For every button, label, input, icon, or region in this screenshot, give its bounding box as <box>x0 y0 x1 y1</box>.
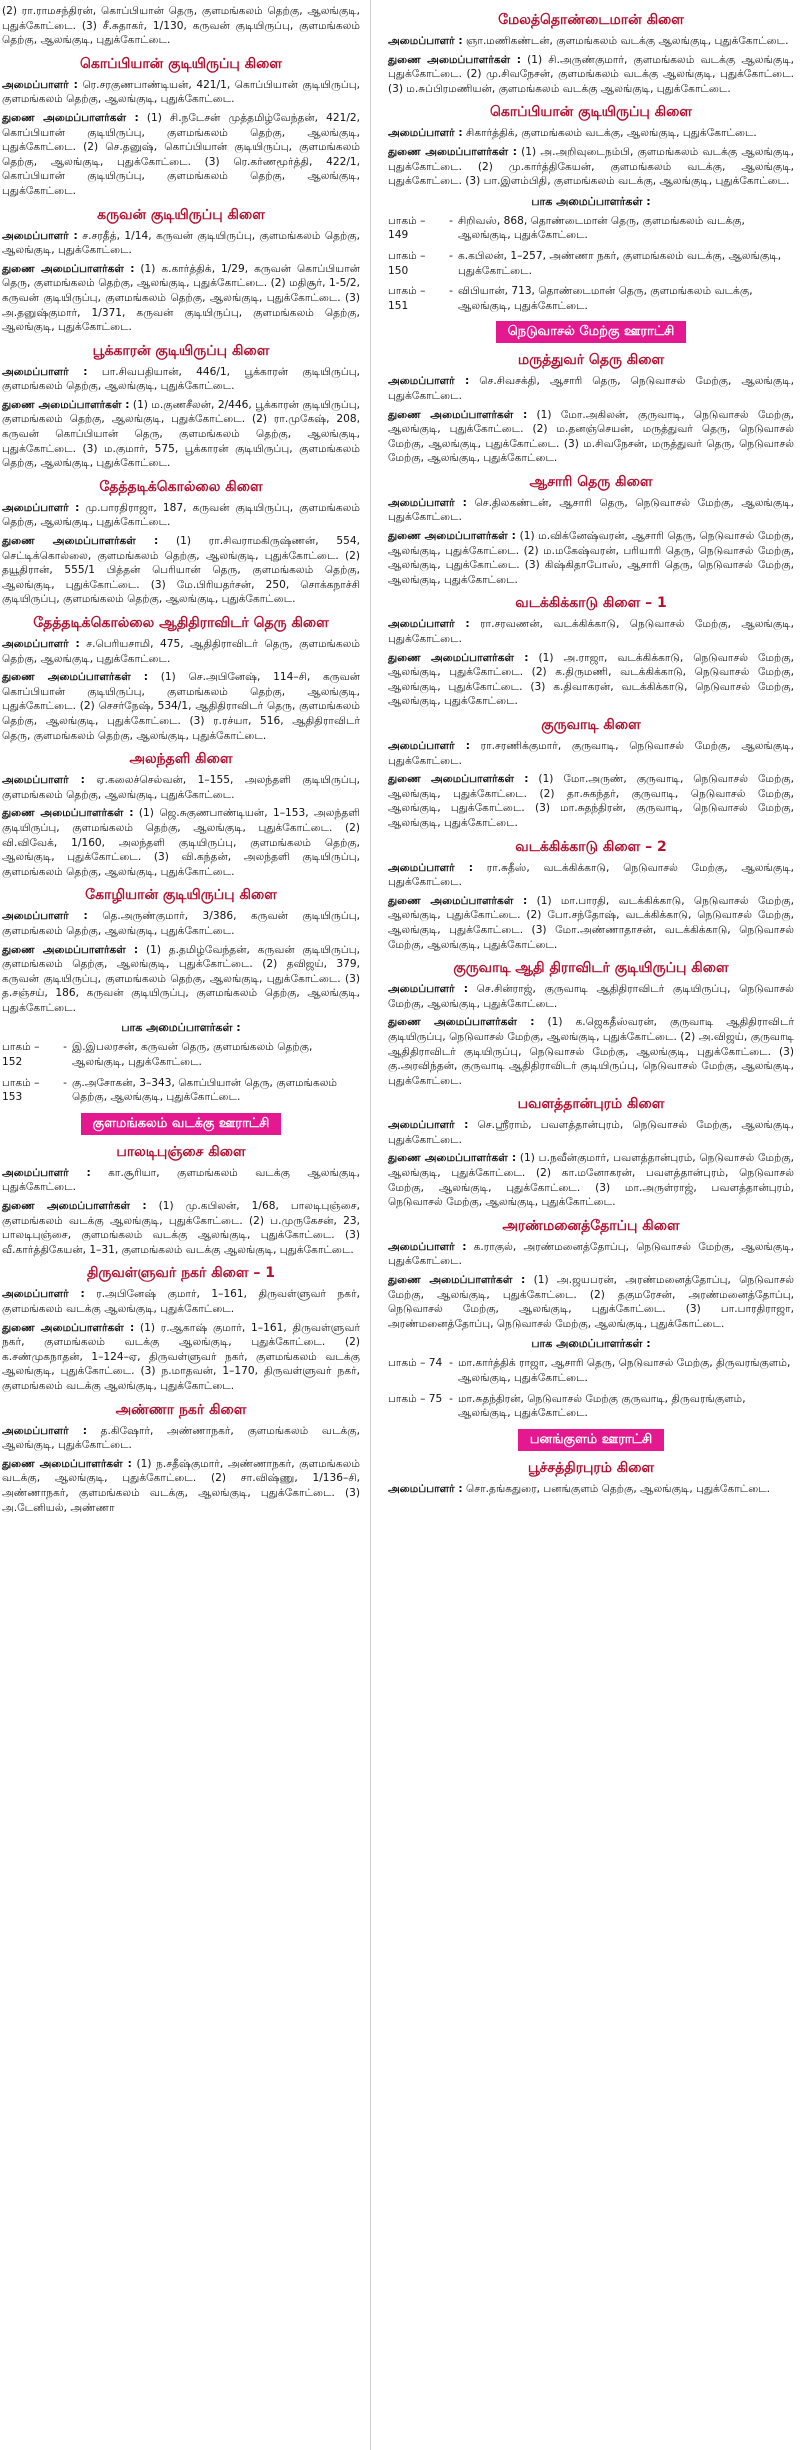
left-column <box>0 0 364 2450</box>
organiser-entry <box>2 806 360 879</box>
organiser-entry <box>2 534 360 607</box>
entry-text: க.ராகுல், அரண்மனைத்தோப்பு, நெடுவாசல் மேற்கு, ஆலங்குடி, புதுக்கோட்டை. <box>388 1240 794 1268</box>
role-label: அமைப்பாளர் : <box>2 78 78 91</box>
booth-separator: - <box>449 1392 453 1405</box>
role-label: அமைப்பாளர் : <box>2 910 88 923</box>
role-label: துணை அமைப்பாளர்கள் : <box>2 262 135 275</box>
role-label: துணை அமைப்பாளர்கள் : <box>2 807 134 820</box>
role-label: துணை அமைப்பாளர்கள் : <box>2 943 139 956</box>
entry-text: (1) க.ஜெகதீஸ்வரன், குருவாடி ஆதிதிராவிடர் குடியிருப்பு, நெடுவாசல் மேற்கு, ஆலங்குடி, புதுக்கோட்டை. (2) அ.விஜய், குருவாடி ஆதிதிராவிடர் குடியிருப்பு, நெடுவாசல் மேற்கு, ஆலங்குடி, புதுக்கோட்டை. (3) கு.அரவிந்தன், குருவாடி ஆதிதிராவிடர் குடியிருப்பு, நெடுவாசல் மேற்கு, ஆலங்குடி, புதுக்கோட்டை. <box>388 1016 794 1087</box>
organiser-entry <box>388 894 794 952</box>
organiser-entry <box>2 1424 360 1453</box>
entry-text: (1) அ.ஜயபரன், அரண்மனைத்தோப்பு, நெடுவாசல் மேற்கு, ஆலங்குடி, புதுக்கோட்டை. (2) தகுமரேசன், அரண்மனைத்தோப்பு, நெடுவாசல் மேற்கு, ஆலங்குடி, புதுக்கோட்டை. (3) பா.பாரதிராஜா, அரண்மனைத்தோப்பு, நெடுவாசல் மேற்கு, ஆலங்குடி, புதுக்கோட்டை. <box>388 1274 795 1330</box>
organiser-entry <box>388 861 794 890</box>
organiser-entry <box>388 529 794 587</box>
entry-text: ஏ.கலைச்செல்வன், 1–155, அலந்தளி குடியிருப்பு, குளமங்கலம் தெற்கு, ஆலங்குடி, புதுக்கோட்டை. <box>2 774 360 801</box>
organiser-entry <box>388 34 794 49</box>
entry-text: மு.பாரதிராஜா, 187, கருவன் குடியிருப்பு, குளமங்கலம் தெற்கு, ஆலங்குடி, புதுக்கோட்டை. <box>2 501 360 529</box>
entry-text: (1) சி.அருண்குமார், குளமங்கலம் வடக்கு ஆலங்குடி, புதுக்கோட்டை. (2) மு.சிவநேசன், குளமங்கலம் வடக்கு ஆலங்குடி, புதுக்கோட்டை. (3) ம.சுப்பிரமணியன், குளமங்கலம் வடக்கு ஆலங்குடி, புதுக்கோட்டை. <box>388 53 794 95</box>
entry-text: சிகார்த்திக், குளமங்கலம் வடக்கு, ஆலங்குடி, புதுக்கோட்டை. <box>462 127 757 140</box>
role-label: துணை அமைப்பாளர்கள் : <box>388 408 528 421</box>
entry-text: த.கிஷோர், அண்ணாநகர், குளமங்கலம் வடக்கு, ஆலங்குடி, புதுக்கோட்டை. <box>2 1424 360 1452</box>
organiser-entry <box>2 262 360 335</box>
booth-entry <box>388 284 794 313</box>
booth-separator: - <box>449 285 453 298</box>
organiser-entry <box>388 374 794 403</box>
entry-text: ரா.சுதீஸ், வடக்கிக்காடு, நெடுவாசல் மேற்கு, ஆலங்குடி, புதுக்கோட்டை. <box>388 861 794 889</box>
entry-text: (1) ரா.சிவராமகிருஷ்ணன், 554, செட்டிக்கொல்லை, குளமங்கலம் தெற்கு, ஆலங்குடி, புதுக்கோட்டை. (2) தயூதிரான், 555/1 பித்தன் பெரியான் தெரு, குளமங்கலம் தெற்கு, ஆலங்குடி, புதுக்கோட்டை. (3) மே.பிரியதர்சன், 250, சொக்கநாச்சி குடியிருப்பு, குளமங்கலம் தெற்கு, ஆலங்குடி, புதுக்கோட்டை. <box>2 535 361 606</box>
entry-text: (1) ஜெ.சுகுணபாண்டியன், 1–153, அலந்தளி குடியிருப்பு, குளமங்கலம் தெற்கு, ஆலங்குடி, புதுக்கோட்டை. (2) வி.விவேக், 1/160, அலந்தளி குடியிருப்பு, குளமங்கலம் தெற்கு, ஆலங்குடி, புதுக்கோட்டை. (3) வி.கந்தன், அலந்தளி குடியிருப்பு, குளமங்கலம் தெற்கு, ஆலங்குடி, புதுக்கோட்டை. <box>2 807 360 878</box>
role-label: துணை அமைப்பாளர்கள் : <box>388 530 516 543</box>
entry-text: (2) ரா.ராமசந்திரன், கொப்பியான் தெரு, குளமங்கலம் தெற்கு, ஆலங்குடி, புதுக்கோட்டை. (3) சீ.சுதாகர், 1/130, கருவன் குடியிருப்பு, குளமங்கலம் தெற்கு, ஆலங்குடி, புதுக்கோட்டை. <box>2 5 360 47</box>
role-label: துணை அமைப்பாளர்கள் : <box>388 145 517 158</box>
entry-text: (1) ப.நவீன்குமார், பவளத்தான்புரம், நெடுவாசல் மேற்கு, ஆலங்குடி, புதுக்கோட்டை. (2) கா.மனோகரன், பவளத்தான்புரம், நெடுவாசல் மேற்கு, ஆலங்குடி, புதுக்கோட்டை. (3) மா.அருள்ராஜ், பவளத்தான்புரம், நெடுவாசல் மேற்கு, ஆலங்குடி, புதுக்கோட்டை. <box>388 1152 794 1209</box>
role-label: அமைப்பாளர் : <box>388 740 470 752</box>
organiser-entry <box>388 1240 794 1269</box>
role-label: அமைப்பாளர் : <box>388 1482 463 1495</box>
booth-organiser: கு.அசோகன், 3–343, கொப்பியான் தெரு, குளமங்கலம் தெற்கு, ஆலங்குடி, புதுக்கோட்டை. <box>72 1076 338 1104</box>
entry-text: (1) ம.விக்னேஷ்வரன், ஆசாரி தெரு, நெடுவாசல் மேற்கு, ஆலங்குடி, புதுக்கோட்டை. (2) ம.மகேஷ்வரன், பரியாரி தெரு, நெடுவாசல் மேற்கு, ஆலங்குடி, புதுக்கோட்டை. (3) கிஷ்கிதாபோஸ், ஆசாரி தெரு, நெடுவாசல் மேற்கு, ஆலங்குடி, புதுக்கோட்டை. <box>388 530 794 586</box>
entry-text: (1) அ.ராஜா, வடக்கிக்காடு, நெடுவாசல் மேற்கு, ஆலங்குடி, புதுக்கோட்டை. (2) க.திருமணி, வடக்கிக்காடு, நெடுவாசல் மேற்கு, ஆலங்குடி, புதுக்கோட்டை. (3) க.திவாகரன், வடக்கிக்காடு, நெடுவாசல் மேற்கு, ஆலங்குடி, புதுக்கோட்டை. <box>388 651 794 708</box>
organiser-entry <box>2 1199 360 1257</box>
branch-heading: பாலடிபுஞ்சை கிளை <box>116 1143 246 1160</box>
entry-text: (1) அ.அறிவுடைநம்பி, குளமங்கலம் வடக்கு ஆலங்குடி, புதுக்கோட்டை. (2) மு.கார்த்திகேயன், குளமங்கலம் வடக்கு, ஆலங்குடி, புதுக்கோட்டை. (3) பா.இளம்பிதி, குளமங்கலம் வடக்கு, ஆலங்குடி, புதுக்கோட்டை. <box>388 145 794 188</box>
role-label: அமைப்பாளர் : <box>388 375 470 388</box>
booth-number: பாகம் – 152 <box>2 1041 40 1069</box>
entry-text: ச.பெரியசாமி, 475, ஆதிதிராவிடர் தெரு, குளமங்கலம் தெற்கு, ஆலங்குடி, புதுக்கோட்டை. <box>2 638 360 665</box>
role-label: அமைப்பாளர் : <box>388 1119 469 1132</box>
entry-text: சொ.தங்கதுரை, பனங்குளம் தெற்கு, ஆலங்குடி, புதுக்கோட்டை. <box>462 1482 771 1495</box>
entry-text: (1) மோ.அருண், குருவாடி, நெடுவாசல் மேற்கு, ஆலங்குடி, புதுக்கோட்டை. (2) தா.சுகந்தர், குருவாடி, நெடுவாசல் மேற்கு, ஆலங்குடி, புதுக்கோட்டை. (3) மா.சுதந்திரன், குருவாடி, நெடுவாசல் மேற்கு, ஆலங்குடி, புதுக்கோட்டை. <box>388 773 795 829</box>
booth-organiser: மா.கார்த்திக் ராஜா, ஆசாரி தெரு, நெடுவாசல் மேற்கு, திருவரங்குளம், ஆலங்குடி, புதுக்கோட்டை. <box>458 1357 791 1384</box>
entry-text: (1) த.தமிழ்வேந்தன், கருவன் குடியிருப்பு, குளமங்கலம் தெற்கு, ஆலங்குடி, புதுக்கோட்டை. (2) தவிஜய், 379, கருவன் குடியிருப்பு, குளமங்கலம் தெற்கு, ஆலங்குடி, புதுக்கோட்டை. (3) த.சஞ்சய், 186, கருவன் குடியிருப்பு, குளமங்கலம் தெற்கு, ஆலங்குடி, புதுக்கோட்டை. <box>2 943 360 1014</box>
booth-separator: - <box>449 1357 453 1370</box>
booth-number: பாகம் – 153 <box>2 1076 40 1104</box>
booth-entry <box>388 249 794 278</box>
entry-text: தெ.அருண்குமார், 3/386, கருவன் குடியிருப்பு, குளமங்கலம் தெற்கு, ஆலங்குடி, புதுக்கோட்டை. <box>2 910 360 937</box>
organiser-entry <box>388 1273 794 1331</box>
branch-heading: குருவாடி ஆதி திராவிடர் குடியிருப்பு கிளை <box>453 960 729 977</box>
entry-text: பா.சிவபதியான், 446/1, பூக்காரன் குடியிருப்பு, குளமங்கலம் தெற்கு, ஆலங்குடி, புதுக்கோட்டை. <box>2 365 360 393</box>
organiser-entry <box>388 1118 794 1147</box>
branch-heading: குருவாடி கிளை <box>541 717 641 733</box>
branch-heading: கோழியான் குடியிருப்பு கிளை <box>85 887 277 904</box>
role-label: துணை அமைப்பாளர்கள் : <box>2 398 130 411</box>
booth-number: பாகம் – 150 <box>388 249 426 277</box>
branch-heading: தேத்தடிக்கொல்லை ஆதிதிராவிடர் தெரு கிளை <box>33 615 329 631</box>
organiser-entry <box>2 398 360 471</box>
role-label: துணை அமைப்பாளர்கள் : <box>2 1321 135 1334</box>
organiser-entry <box>388 651 794 709</box>
booth-entry <box>2 1040 360 1069</box>
role-label: துணை அமைப்பாளர்கள் : <box>2 535 159 548</box>
organiser-entry <box>388 145 794 189</box>
entry-text: (1) க.கார்த்திக், 1/29, கருவன் கொப்பியான் தெரு, குளமங்கலம் தெற்கு, ஆலங்குடி, புதுக்கோட்டை. (2) மதிசூர், 1-5/2, கருவன் குடியிருப்பு, குளமங்கலம் தெற்கு, ஆலங்குடி, புதுக்கோட்டை. (3) அ.தனுஷ்குமார், 1/371, கருவன் குடியிருப்பு, குளமங்கலம் தெற்கு, ஆலங்குடி, புதுக்கோட்டை. <box>2 262 360 334</box>
organiser-entry <box>388 126 794 141</box>
organiser-entry <box>2 365 360 394</box>
entry-text: (1) ர.ஆகாஷ் குமார், 1–161, திருவள்ளுவர் நகர், குளமங்கலம் வடக்கு ஆலங்குடி, புதுக்கோட்டை. (2) க.சண்முகநாதன், 1–124–ஏ, திருவள்ளுவர் நகர், குளமங்கலம் வடக்கு ஆலங்குடி, புதுக்கோட்டை. (3) ந.மாதவன், 1–170, திருவள்ளுவர் நகர், குளமங்கலம் வடக்கு ஆலங்குடி, புதுக்கோட்டை. <box>2 1321 361 1392</box>
branch-heading: பூச்சத்திரபுரம் கிளை <box>527 1459 655 1476</box>
role-label: துணை அமைப்பாளர்கள் : <box>2 111 139 124</box>
organiser-entry <box>2 1457 360 1515</box>
booth-organiser: சிறிவஸ், 868, தொண்டைமான் தெரு, குளமங்கலம் வடக்கு, ஆலங்குடி, புதுக்கோட்டை. <box>458 214 745 242</box>
role-label: துணை அமைப்பாளர்கள் : <box>388 651 529 664</box>
booth-organiser: க.கபிலன், 1–257, அண்ணா நகர், குளமங்கலம் வடக்கு, ஆலங்குடி, புதுக்கோட்டை. <box>458 249 782 277</box>
booth-entry <box>2 1076 360 1105</box>
right-column <box>378 0 798 2450</box>
role-label: அமைப்பாளர் : <box>2 638 80 650</box>
branch-heading: கொப்பியான் குடியிருப்பு கிளை <box>79 55 283 72</box>
organiser-entry <box>388 982 794 1011</box>
branch-heading: அலந்தளி கிளை <box>129 751 233 768</box>
organiser-entry <box>388 408 794 466</box>
entry-text: ஞா.மணிகண்டன், குளமங்கலம் வடக்கு ஆலங்குடி, புதுக்கோட்டை. <box>462 35 789 47</box>
booth-number: பாகம் – 149 <box>388 214 426 242</box>
role-label: அமைப்பாளர் : <box>2 1166 91 1179</box>
branch-heading: பூக்காரன் குடியிருப்பு கிளை <box>92 342 270 359</box>
entry-text: (1) ம.குணசீலன், 2/446, பூக்காரன் குடியிருப்பு, குளமங்கலம் தெற்கு, ஆலங்குடி, புதுக்கோட்டை. (2) ரா.முகேஷ், 208, கருவன் கொப்பியான் தெரு, குளமங்கலம் தெற்கு, ஆலங்குடி, புதுக்கோட்டை. (3) ம.குமார், 575, பூக்காரன் குடியிருப்பு, குளமங்கலம் தெற்கு, ஆலங்குடி, புதுக்கோட்டை. <box>2 398 361 470</box>
organiser-entry <box>388 1482 794 1497</box>
booth-separator: - <box>63 1076 67 1089</box>
branch-heading: வடக்கிக்காடு கிளை – 1 <box>515 595 667 612</box>
organiser-entry <box>388 53 794 97</box>
entry-text: ர.அபினேஷ் குமார், 1–161, திருவள்ளுவர் நகர், குளமங்கலம் வடக்கு ஆலங்குடி, புதுக்கோட்டை. <box>2 1288 360 1315</box>
role-label: அமைப்பாளர் : <box>388 496 467 509</box>
organiser-entry <box>2 637 360 666</box>
organiser-entry <box>2 773 360 802</box>
entry-text: ரா.சரணிக்குமார், குருவாடி, நெடுவாசல் மேற்கு, ஆலங்குடி, புதுக்கோட்டை. <box>388 740 794 767</box>
role-label: அமைப்பாளர் : <box>2 1288 85 1301</box>
entry-text: செ.திலகண்டன், ஆசாரி தெரு, நெடுவாசல் மேற்கு, ஆலங்குடி, புதுக்கோட்டை. <box>388 496 794 524</box>
booth-organisers-heading: பாக அமைப்பாளர்கள் : <box>531 1337 651 1351</box>
organiser-entry <box>2 1321 360 1394</box>
entry-text: செ.சின்ராஜ், குருவாடி ஆதிதிராவிடர் குடியிருப்பு, நெடுவாசல் மேற்கு, ஆலங்குடி, புதுக்கோட்டை. <box>388 983 794 1010</box>
entry-text: (1) ந.சதீஷ்குமார், அண்ணாநகர், குளமங்கலம் வடக்கு, ஆலங்குடி, புதுக்கோட்டை. (2) சா.விஷ்ணு, 1/136–சி, அண்ணாநகர், குளமங்கலம் வடக்கு, ஆலங்குடி, புதுக்கோட்டை. (3) அ.டேனியல், அண்ணா <box>2 1457 360 1514</box>
organiser-entry <box>2 229 360 258</box>
organiser-entry <box>388 1015 794 1088</box>
entry-text: செ.சிவசக்தி, ஆசாரி தெரு, நெடுவாசல் மேற்கு, ஆலங்குடி, புதுக்கோட்டை. <box>388 375 794 402</box>
role-label: துணை அமைப்பாளர்கள் : <box>388 1274 526 1287</box>
booth-number: பாகம் – 74 <box>388 1357 443 1370</box>
entry-text: (1) மு.கபிலன், 1/68, பாலடிபுஞ்சை, குளமங்கலம் வடக்கு ஆலங்குடி, புதுக்கோட்டை. (2) ப.முருகேசன், 23, பாலடிபுஞ்சை, குளமங்கலம் வடக்கு ஆலங்குடி, புதுக்கோட்டை. (3) வீ.கார்த்திகேயன், 1–31, குளமங்கலம் வடக்கு ஆலங்குடி, புதுக்கோட்டை. <box>2 1200 360 1256</box>
organiser-entry <box>2 501 360 530</box>
booth-entry <box>388 1356 794 1385</box>
role-label: அமைப்பாளர் : <box>388 618 470 631</box>
role-label: துணை அமைப்பாளர்கள் : <box>2 1200 147 1213</box>
branch-heading: மருத்துவர் தெரு கிளை <box>517 352 665 369</box>
booth-organiser: இ.இபலரசன், கருவன் தெரு, குளமங்கலம் தெற்கு, ஆலங்குடி, புதுக்கோட்டை. <box>72 1041 313 1069</box>
organiser-entry <box>2 1287 360 1316</box>
column-divider <box>370 0 371 2450</box>
organiser-entry <box>388 772 794 830</box>
branch-heading: அரண்மனைத்தோப்பு கிளை <box>502 1217 680 1234</box>
organiser-entry <box>388 739 794 768</box>
booth-number: பாகம் – 75 <box>388 1392 443 1405</box>
organiser-entry <box>2 78 360 107</box>
panchayat-banner: நெடுவாசல் மேற்கு ஊராட்சி <box>496 321 687 343</box>
entry-text: ரெ.சரகுணபாண்டியன், 421/1, கொப்பியான் குடியிருப்பு, குளமங்கலம் தெற்கு, ஆலங்குடி, புதுக்கோட்டை. <box>2 78 360 106</box>
booth-separator: - <box>63 1041 67 1054</box>
organiser-entry <box>2 670 360 743</box>
role-label: துணை அமைப்பாளர்கள் : <box>388 1016 535 1029</box>
organiser-entry <box>2 1166 360 1195</box>
organiser-entry <box>2 943 360 1016</box>
role-label: அமைப்பாளர் : <box>388 127 463 140</box>
branch-heading: பவளத்தான்புரம் கிளை <box>517 1096 665 1113</box>
booth-organiser: விபியான், 713, தொண்டைமான் தெரு, குளமங்கலம் வடக்கு, ஆலங்குடி, புதுக்கோட்டை. <box>458 285 753 312</box>
organiser-entry <box>388 1151 794 1209</box>
entry-text: (1) மோ.அகிலன், குருவாடி, நெடுவாசல் மேற்கு, ஆலங்குடி, புதுக்கோட்டை. (2) ம.தனஞ்செயன், மருத்துவர் தெரு, நெடுவாசல் மேற்கு, ஆலங்குடி, புதுக்கோட்டை. (3) ம.சிவநேசன், மருத்துவர் தெரு, நெடுவாசல் மேற்கு, ஆலங்குடி, புதுக்கோட்டை. <box>388 408 794 465</box>
role-label: அமைப்பாளர் : <box>2 365 88 378</box>
entry-text: செ.ஸ்ரீராம், பவளத்தான்புரம், நெடுவாசல் மேற்கு, ஆலங்குடி, புதுக்கோட்டை. <box>388 1119 794 1146</box>
booth-organisers-heading: பாக அமைப்பாளர்கள் : <box>531 194 651 208</box>
entry-text: (1) சி.நடேசன் முத்தமிழ்வேந்தன், 421/2, கொப்பியான் குடியிருப்பு, குளமங்கலம் தெற்கு, ஆலங்குடி, புதுக்கோட்டை. (2) செ.தனுஷ், கொப்பியான் குடியிருப்பு, குளமங்கலம் தெற்கு, ஆலங்குடி, புதுக்கோட்டை. (3) ரெ.கர்ணமூர்த்தி, 422/1, கொப்பியான் குடியிருப்பு, குளமங்கலம் தெற்கு, ஆலங்குடி, புதுக்கோட்டை. <box>2 111 360 197</box>
booth-organiser: மா.சுதந்திரன், நெடுவாசல் மேற்கு குருவாடி, திருவரங்குளம், ஆலங்குடி, புதுக்கோட்டை. <box>458 1392 746 1420</box>
booth-number: பாகம் – 151 <box>388 285 426 312</box>
booth-organisers-heading: பாக அமைப்பாளர்கள் : <box>121 1021 241 1035</box>
branch-heading: மேலத்தொண்டைமான் கிளை <box>498 12 684 28</box>
role-label: துணை அமைப்பாளர்கள் : <box>388 1152 517 1165</box>
branch-heading: திருவள்ளுவர் நகர் கிளை – 1 <box>86 1265 276 1282</box>
role-label: அமைப்பாளர் : <box>388 861 474 874</box>
booth-entry <box>388 1392 794 1421</box>
role-label: துணை அமைப்பாளர்கள் : <box>2 671 149 684</box>
entry-text: கா.சூரியா, குளமங்கலம் வடக்கு ஆலங்குடி, புதுக்கோட்டை. <box>2 1166 360 1194</box>
role-label: துணை அமைப்பாளர்கள் : <box>2 1457 132 1470</box>
role-label: அமைப்பாளர் : <box>2 229 78 242</box>
branch-heading: வடக்கிக்காடு கிளை – 2 <box>515 838 667 855</box>
branch-heading: ஆசாரி தெரு கிளை <box>529 473 653 490</box>
role-label: துணை அமைப்பாளர்கள் : <box>388 53 521 66</box>
organiser-entry <box>2 111 360 199</box>
role-label: அமைப்பாளர் : <box>388 35 463 47</box>
role-label: துணை அமைப்பாளர்கள் : <box>388 773 529 786</box>
role-label: அமைப்பாளர் : <box>2 774 85 787</box>
branch-heading: கருவன் குடியிருப்பு கிளை <box>97 206 265 223</box>
role-label: அமைப்பாளர் : <box>2 1424 87 1437</box>
role-label: அமைப்பாளர் : <box>388 1240 467 1253</box>
entry-text: ச.சரதீத், 1/14, கருவன் குடியிருப்பு, குளமங்கலம் தெற்கு, ஆலங்குடி, புதுக்கோட்டை. <box>2 229 360 257</box>
role-label: அமைப்பாளர் : <box>2 501 80 514</box>
entry-text: (1) செ.அபினேஷ், 114–சி, கருவன் கொப்பியான் குடியிருப்பு, குளமங்கலம் தெற்கு, ஆலங்குடி, புதுக்கோட்டை. (2) செசர்நேஷ், 534/1, ஆதிதிராவிடர் தெரு, குளமங்கலம் தெற்கு, ஆலங்குடி, புதுக்கோட்டை. (3) ர.ரச்யா, 516, ஆதிதிராவிடர் தெரு, குளமங்கலம் தெற்கு, ஆலங்குடி, புதுக்கோட்டை. <box>2 671 360 742</box>
panchayat-banner: குளமங்கலம் வடக்கு ஊராட்சி <box>81 1113 282 1135</box>
entry-text: ரா.சரவணன், வடக்கிக்காடு, நெடுவாசல் மேற்கு, ஆலங்குடி, புதுக்கோட்டை. <box>388 618 794 646</box>
booth-entry <box>388 214 794 243</box>
booth-separator: - <box>449 214 453 227</box>
role-label: அமைப்பாளர் : <box>388 983 468 996</box>
entry-text: (1) மா.பாரதி, வடக்கிக்காடு, நெடுவாசல் மேற்கு, ஆலங்குடி, புதுக்கோட்டை. (2) போ.சந்தோஷ், வடக்கிக்காடு, நெடுவாசல் மேற்கு, ஆலங்குடி, புதுக்கோட்டை. (3) மோ.அண்ணாதாசன், வடக்கிக்காடு, நெடுவாசல் மேற்கு, ஆலங்குடி, புதுக்கோட்டை. <box>388 894 795 951</box>
organiser-entry <box>388 617 794 646</box>
organiser-entry <box>2 909 360 938</box>
continued-text <box>2 4 360 48</box>
branch-heading: அண்ணா நகர் கிளை <box>115 1401 247 1418</box>
booth-separator: - <box>449 249 453 262</box>
branch-heading: கொப்பியான் குடியிருப்பு கிளை <box>489 104 693 121</box>
branch-heading: தேத்தடிக்கொல்லை கிளை <box>99 478 263 495</box>
panchayat-banner: பனங்குளம் ஊராட்சி <box>518 1429 664 1451</box>
role-label: துணை அமைப்பாளர்கள் : <box>388 894 528 907</box>
organiser-entry <box>388 496 794 525</box>
